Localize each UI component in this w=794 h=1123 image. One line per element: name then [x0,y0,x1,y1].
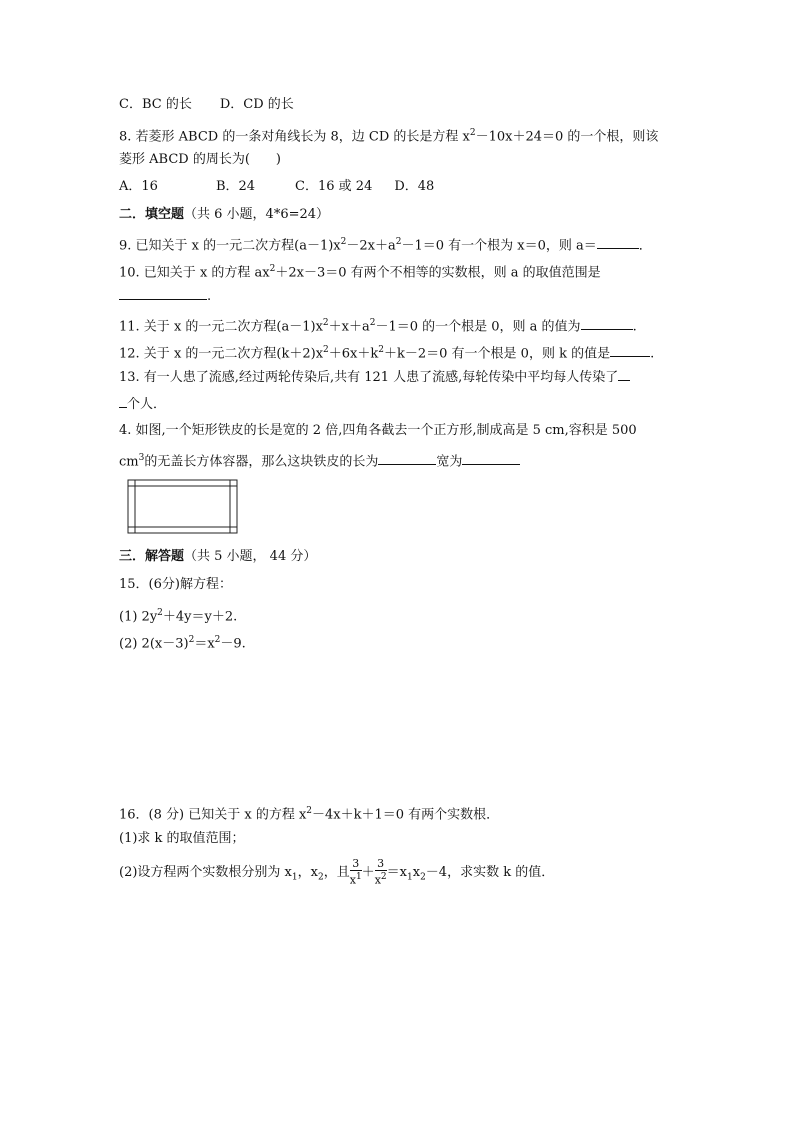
section-2-title: 二．填空题（共 6 小题，4*6=24） [119,207,330,222]
fraction-3-over-x1: $\frac{3}{x^1}$ [349,857,362,887]
q14-line1: 4. 如图,一个矩形铁皮的长是宽的 2 倍,四角各截去一个正方形,制成高是 5 cm,容积是 500 [119,423,637,438]
q13-line1: 13. 有一人患了流感,经过两轮传染后,共有 121 人患了流感,每轮传染中平均每人传染了 [119,368,630,387]
q13-line2: 个人． [119,395,166,414]
answer-blank [378,452,436,465]
q15-part1: (1) $2y^2+4y=y+2$. [119,608,238,625]
answer-blank [462,452,520,465]
q7-options-cd: C．BC 的长 D．CD 的长 [119,97,294,112]
q16-part1: (1)求 k 的取值范围； [119,831,245,846]
answer-blank [119,395,127,408]
section-3-title: 三．解答题（共 5 小题， 44 分） [119,549,317,564]
q16-part2: (2)设方程两个实数根分别为 $x_1$，$x_2$，且 $\frac{3}{x^1}$ ＋ $\frac{3}{x^2}$ $=x_1x_2-4$，求实数 k 的值． [119,857,555,887]
q12: 12. 关于 x 的一元二次方程$(k+2)x^2+6x+k^2+k-2=0$ 有一个根是 0，则 k 的值是 . [119,345,655,362]
answer-blank [618,368,630,381]
answer-blank [581,317,633,330]
q9: 9. 已知关于 x 的一元二次方程$(a-1)x^2-2x+a^2-1=0$ 有一个根为 x＝0，则 a＝ ． [119,237,652,254]
q15-part2: (2) $2(x-3)^2=x^2-9$. [119,635,246,652]
answer-blank [610,344,650,357]
sheet-outline [128,480,237,533]
q16: 16．(8 分) 已知关于 x 的方程 $x^2-4x+k+1=0$ 有两个实数根． [119,806,500,823]
iron-sheet-figure [127,479,239,535]
q15: 15．(6分)解方程： [119,577,232,592]
q8-line2: 菱形 ABCD 的周长为( ) [119,152,281,167]
answer-blank [119,287,207,300]
q8-options: A．16 B．24 C．16 或 24 D．48 [119,179,435,194]
fraction-3-over-x2: $\frac{3}{x^2}$ [374,857,387,887]
q11: 11. 关于 x 的一元二次方程$(a-1)x^2+x+a^2-1=0$ 的一个根是 0，则 a 的值为 . [119,318,637,335]
q10-line1: 10. 已知关于 x 的方程 $ax^2+2x-3=0$ 有两个不相等的实数根，则 a 的取值范围是 [119,264,601,281]
q14-line2: $cm^3$的无盖长方体容器，那么这块铁皮的长为 宽为 [119,449,520,471]
answer-blank [597,236,639,249]
q8-line1: 8. 若菱形 ABCD 的一条对角线长为 8，边 CD 的长是方程 $x^2-10x+24=0$ 的一个根，则该 [119,128,659,145]
fold-line [135,486,230,527]
q10-line2: . [119,287,211,306]
